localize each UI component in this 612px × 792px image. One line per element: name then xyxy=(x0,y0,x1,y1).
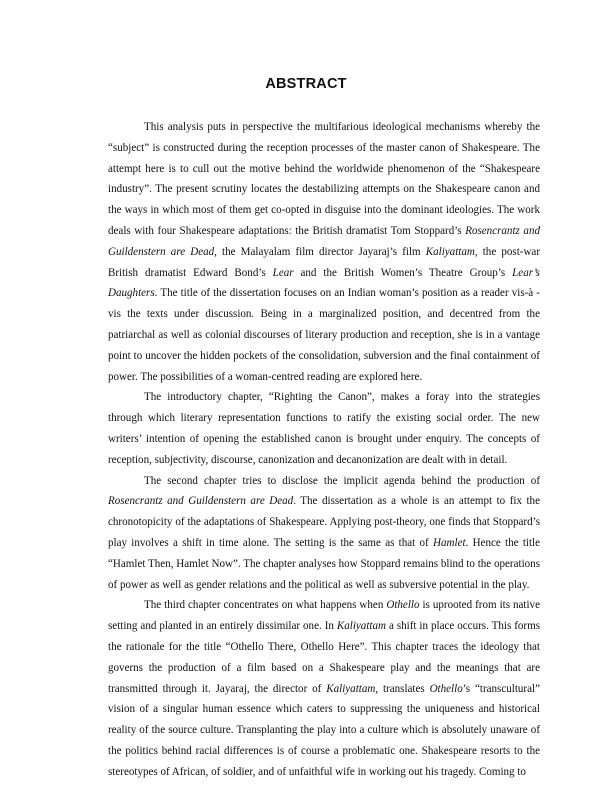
abstract-body xyxy=(108,117,540,783)
text-run: a shift in place occurs. This forms the rationale for the title “Othello There, Othello Here”. This chapter traces the ideology that governs the production of a film based on a Shakespeare play and the meanings that are transmitted through it. Jayaraj, the director of xyxy=(108,620,540,695)
italic-title: Rosencrantz and Guildenstern are Dead xyxy=(108,495,294,508)
paragraph-2 xyxy=(108,387,540,470)
italic-title: Lear xyxy=(272,266,294,279)
text-run: , the post-war British dramatist Edward Bond’s xyxy=(108,245,541,279)
italic-title: Othello xyxy=(386,599,420,612)
italic-title: Rosencrantz and Guildenstern are Dead xyxy=(108,224,540,258)
page-title: ABSTRACT xyxy=(265,76,347,92)
text-run: The second chapter tries to disclose the implicit agenda behind the production of xyxy=(144,474,540,487)
italic-title: Othello xyxy=(429,682,463,695)
text-run: The third chapter concentrates on what happens when xyxy=(144,599,387,612)
text-run: is uprooted from its native setting and planted in an entirely dissimilar one. In xyxy=(108,599,540,633)
text-run: ’s “transcultural” vision of a singular human essence which caters to suppressing the uniqueness and historical reality of the source culture. Transplanting the play into a culture which is absolutely unaware of the politics behind racial differences is of course a problematic one. Shakespeare resorts to the stereotypes of African, of soldier, and of unfaithful wife in working out his tragedy. Coming to xyxy=(108,682,540,778)
text-run: translates xyxy=(378,682,430,695)
paragraph-4 xyxy=(108,595,540,782)
paragraph-1 xyxy=(108,117,540,387)
italic-title: Kaliyattam xyxy=(336,620,386,633)
italic-title: Kaliyattam xyxy=(425,245,475,258)
text-run: . Hence the title “Hamlet Then, Hamlet Now”. The chapter analyses how Stoppard remains blind to the operations of power as well as gender relations and the political as well as subversive potential in the play. xyxy=(108,536,541,591)
italic-title: Hamlet xyxy=(433,536,466,549)
italic-title: Lear’s Daughters xyxy=(108,266,540,300)
text-run: , the Malayalam film director Jayaraj’s film xyxy=(214,245,426,258)
text-run: . The dissertation as a whole is an attempt to fix the chronotopicity of the adaptations of Shakespeare. Applying post-theory, one finds that Stoppard’s play involves a shift in time alone. The setting is the same as that of xyxy=(108,495,540,549)
text-run: The introductory chapter, “Righting the Canon”, makes a foray into the strategies through which literary representation functions to ratify the existing social order. The new writers’ intention of opening the established canon is brought under enquiry. The concepts of reception, subjectivity, discourse, canonization and decanonization are dealt with in detail. xyxy=(108,391,540,466)
text-run: and the British Women’s Theatre Group’s xyxy=(293,266,513,279)
italic-title: Kaliyattam, xyxy=(326,682,379,695)
text-run: This analysis puts in perspective the multifarious ideological mechanisms whereby the “subject” is constructed during the reception processes of the master canon of Shakespeare. The attempt here is to cull out the motive behind the worldwide phenomenon of the “Shakespeare industry”. The present scrutiny locates the destabilizing attempts on the Shakespeare canon and the ways in which most of them get co-opted in disguise into the dominant ideologies. The work deals with four Shakespeare adaptations: the British dramatist Tom Stoppard’s xyxy=(108,121,540,237)
text-run: . The title of the dissertation focuses on an Indian woman’s position as a reader vis-à - vis the texts under discussion. Being in a marginalized position, and decentred from the patriarchal as well as colonial discourses of literary production and reception, she is in a vantage point to uncover the hidden pockets of the consolidation, subversion and the final containment of power. The possibilities of a woman-centred reading are explored here. xyxy=(108,287,540,383)
paragraph-3 xyxy=(108,471,540,596)
